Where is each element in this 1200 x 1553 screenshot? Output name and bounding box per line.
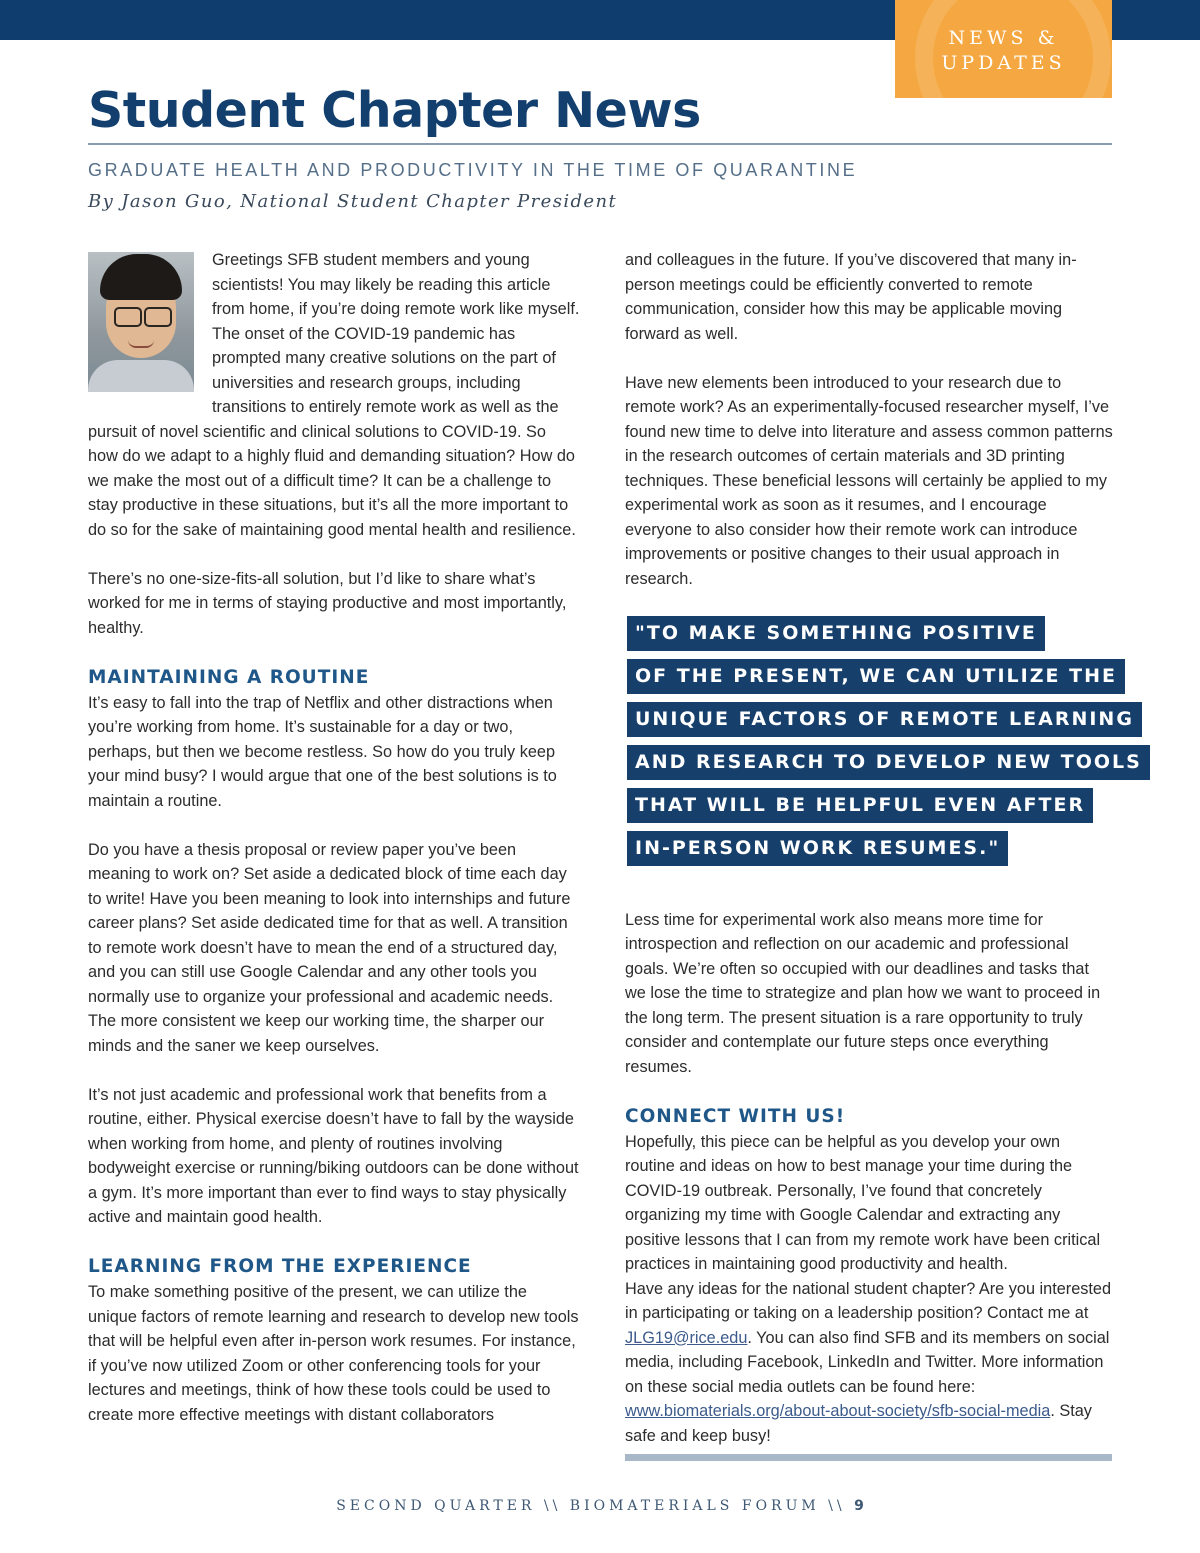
section-tab [895, 0, 1112, 98]
paragraph: There’s no one-size-fits-all solution, but I’d like to share what’s worked for me in terms of staying productive and most importantly, healthy. [88, 569, 567, 637]
author-photo [88, 252, 194, 392]
article-subtitle: GRADUATE HEALTH AND PRODUCTIVITY IN THE TIME OF QUARANTINE [88, 160, 858, 180]
contact-text: . You can also find SFB and its members on social media, including Facebook, LinkedIn and Twitter. More information on these social media outlets can be found here: [625, 1328, 1110, 1396]
paragraph: It’s not just academic and professional work that benefits from a routine, either. Physical exercise doesn’t have to fall by the wayside when working from home, and plenty of routines involving bodyweight exercise or running/biking outdoors can be done without a gym. It’s more important than ever to find ways to stay physically active and maintain good health. [88, 1085, 579, 1226]
page-number: 9 [854, 1498, 864, 1514]
contact-paragraph [625, 1277, 1113, 1449]
paragraph: Do you have a thesis proposal or review paper you’ve been meaning to work on? Set aside a dedicated block of time each day to write! Have you been meaning to look into internships and future career plans? Set aside dedicated time for that as well. A transition to remote work doesn’t have to mean the end of a structured day, and you can still use Google Calendar and any other tools you normally use to organize your professional and academic needs. The more consistent we keep our working time, the sharper our minds and the saner we keep ourselves. [88, 840, 571, 1055]
left-column [88, 248, 580, 1452]
heading-connect: CONNECT WITH US! [625, 1105, 846, 1127]
article-byline: By Jason Guo, National Student Chapter President [88, 191, 618, 212]
pull-quote-line: AND RESEARCH TO DEVELOP NEW TOOLS [627, 745, 1150, 780]
article-end-bar [625, 1454, 1112, 1461]
page-title: Student Chapter News [88, 82, 701, 139]
paragraph: Less time for experimental work also means more time for introspection and reflection on our academic and professional goals. We’re often so occupied with our deadlines and tasks that we lose the time to strategize and plan how we want to proceed in the long term. The present situation is a rare opportunity to truly consider and contemplate our future steps once everything resumes. [625, 910, 1101, 1076]
connect-paragraph: Hopefully, this piece can be helpful as you develop your own routine and ideas on how to best manage your time during the COVID-19 outbreak. Personally, I’ve found that concretely organizing my time with Google Calendar and extracting any positive lessons that I can from my remote work have been critical practices in maintaining good productivity and health. [625, 1132, 1101, 1273]
pull-quote-line: "TO MAKE SOMETHING POSITIVE [627, 616, 1045, 651]
intro-paragraph [88, 248, 580, 542]
paragraph: To make something positive of the present, we can utilize the unique factors of remote learning and research to develop new tools that will be helpful even after in-person work resumes. For instance, if you’ve now utilized Zoom or other conferencing tools for your lectures and meetings, think of how these tools could be used to create more effective meetings with distant collaborators [88, 1283, 579, 1424]
title-rule [88, 143, 1112, 145]
pull-quote-line: IN-PERSON WORK RESUMES." [627, 831, 1008, 866]
section-tab-line1: NEWS & [948, 27, 1059, 49]
contact-text: Have any ideas for the national student chapter? Are you interested in participating or taking on a leadership position? Contact me at [625, 1279, 1112, 1322]
pull-quote [625, 616, 1142, 874]
paragraph: Have new elements been introduced to your research due to remote work? As an experimentally-focused researcher myself, I’ve found new time to delve into literature and assess common patterns in the research outcomes of certain materials and 3D printing techniques. These beneficial lessons will certainly be applied to my experimental work as soon as it resumes, and I encourage everyone to also consider how their remote work can introduce improvements or positive changes to their usual approach in research. [625, 373, 1113, 588]
heading-maintaining-routine: MAINTAINING A ROUTINE [88, 666, 370, 688]
contact-text: . Stay safe and keep busy! [625, 1402, 1092, 1445]
paragraph: It’s easy to fall into the trap of Netflix and other distractions when you’re working from home. It’s sustainable for a day or two, perhaps, but then we become restless. So how do you truly keep your mind busy? I would argue that one of the best solutions is to maintain a routine. [88, 693, 557, 810]
intro-text: Greetings SFB student members and young scientists! You may likely be reading this article from home, if you’re doing remote work like myself. The onset of the COVID-19 pandemic has prompted many creative solutions on the part of universities and research groups, including transitions to entirely remote work as well as the pursuit of novel scientific and clinical solutions to COVID-19. So how do we adapt to a highly fluid and demanding situation? How do we make the most out of a difficult time? It can be a challenge to stay productive in these situations, but it’s all the more important to do so for the sake of maintaining good mental health and resilience. [88, 251, 580, 539]
page-footer [0, 1498, 1200, 1514]
email-link[interactable]: JLG19@rice.edu [625, 1328, 748, 1347]
social-media-link[interactable]: www.biomaterials.org/about-about-society/sfb-social-media [625, 1402, 1051, 1420]
footer-text: SECOND QUARTER \\ BIOMATERIALS FORUM \\ [336, 1498, 855, 1514]
right-column [625, 248, 1142, 1448]
heading-learning-experience: LEARNING FROM THE EXPERIENCE [88, 1256, 472, 1277]
paragraph: and colleagues in the future. If you’ve discovered that many in-person meetings could be efficiently converted to remote communication, consider how this may be applicable moving forward as well. [625, 251, 1077, 343]
pull-quote-line: OF THE PRESENT, WE CAN UTILIZE THE [627, 659, 1125, 694]
pull-quote-line: THAT WILL BE HELPFUL EVEN AFTER [627, 788, 1093, 823]
section-tab-line2: UPDATES [941, 52, 1066, 74]
pull-quote-line: UNIQUE FACTORS OF REMOTE LEARNING [627, 702, 1142, 737]
